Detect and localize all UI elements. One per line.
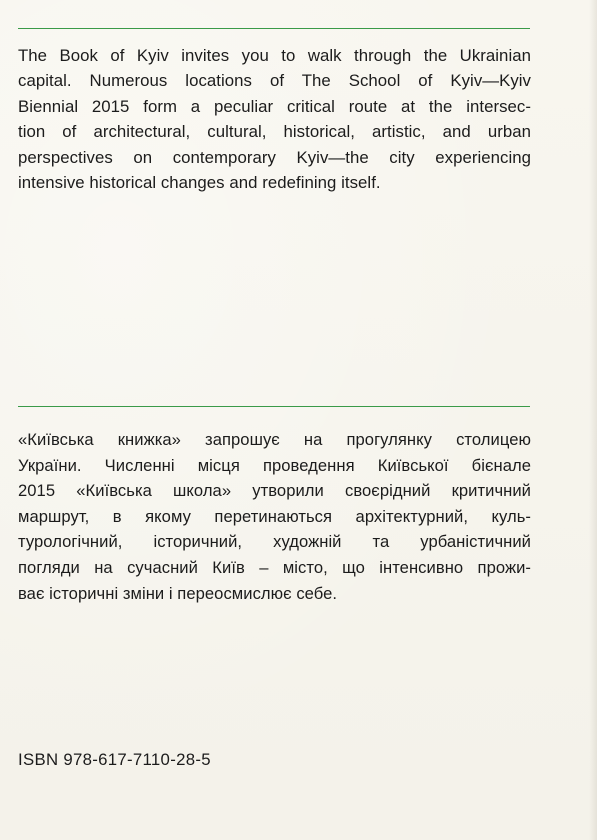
ukrainian-line: України. Численні місця проведення Київської бієнале <box>18 455 531 475</box>
english-line: capital. Numerous locations of The School of Kyiv—Kyiv <box>18 71 531 91</box>
ukrainian-line: «Київська книжка» запрошує на прогулянку столицею <box>18 430 531 449</box>
ukrainian-line: погляди на сучасний Київ – місто, що інтенсивно прожи- <box>18 557 531 577</box>
english-line: The Book of Kyiv invites you to walk through the Ukrainian <box>18 46 531 65</box>
ukrainian-line: турологічний, історичний, художній та урбаністичний <box>18 532 531 552</box>
top-green-rule <box>18 28 530 29</box>
ukrainian-line: маршрут, в якому перетинаються архітектурний, куль- <box>18 506 531 526</box>
middle-green-rule <box>18 406 530 407</box>
ukrainian-line: ває історичні зміни і переосмислює себе. <box>18 583 338 603</box>
english-line: tion of architectural, cultural, historical, artistic, and urban <box>18 122 531 142</box>
ukrainian-line: 2015 «Київська школа» утворили своєрідний критичний <box>18 481 531 501</box>
english-line: intensive historical changes and redefining itself. <box>18 173 381 193</box>
english-line: perspectives on contemporary Kyiv—the city experiencing <box>18 147 531 167</box>
english-line: Biennial 2015 form a peculiar critical route at the intersec- <box>18 96 531 116</box>
english-description <box>18 43 531 195</box>
page-edge-shadow <box>589 0 597 840</box>
ukrainian-description <box>18 427 531 606</box>
isbn-number: ISBN 978-617-7110-28-5 <box>18 750 211 769</box>
